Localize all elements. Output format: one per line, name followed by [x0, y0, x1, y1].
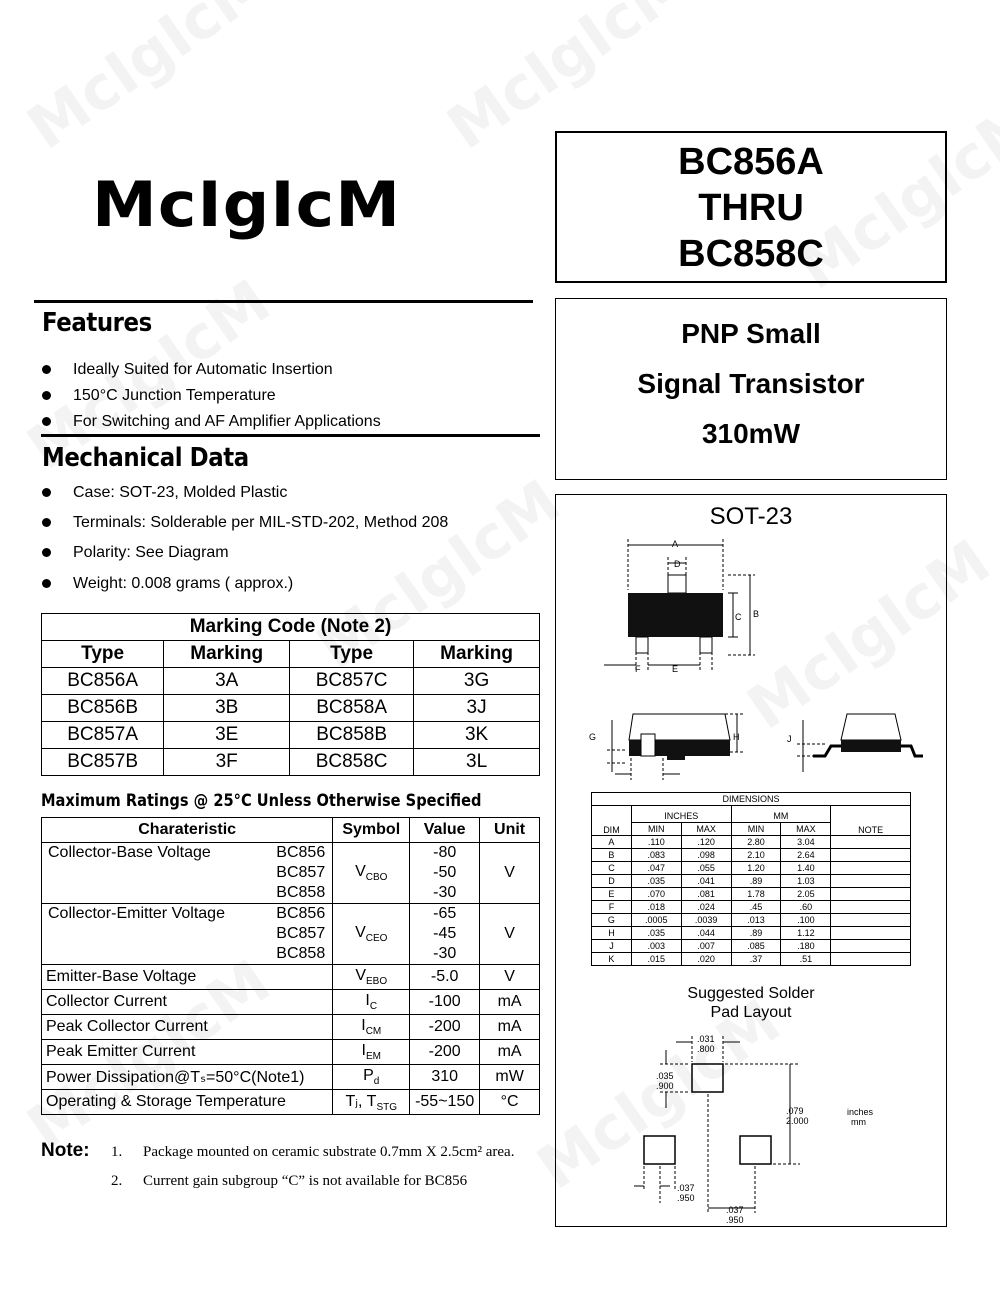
- pad-dim: .037: [726, 1205, 744, 1215]
- table-row: Power Dissipation@Tₛ=50°C(Note1) $P_d$ 310 mW: [42, 1065, 540, 1090]
- features-title: Features: [42, 308, 152, 338]
- table-row: F .018 .024 .45 .60: [592, 901, 911, 914]
- table-row: Operating & Storage Temperature Tⱼ, $T_{STG}$ -55~150 °C: [42, 1090, 540, 1115]
- dim-label-d: D: [674, 559, 681, 569]
- table-row: BC857A 3E BC858B 3K: [42, 722, 540, 749]
- part-line-2: THRU: [698, 187, 804, 229]
- mechanical-title: Mechanical Data: [42, 443, 249, 473]
- max-ratings-table: [41, 817, 540, 1115]
- dim-label-j: J: [787, 734, 792, 744]
- pad-dim: .037: [677, 1183, 695, 1193]
- notes-title: Note:: [41, 1140, 90, 1161]
- part-line-3: BC858C: [678, 233, 824, 275]
- table-row: Collector Current $I_C$ -100 mA: [42, 990, 540, 1015]
- table-header: Value: [410, 818, 480, 843]
- product-line-2: Signal Transistor: [637, 368, 865, 399]
- table-row: J .003 .007 .085 .180: [592, 940, 911, 953]
- pad-dim: .079: [786, 1106, 804, 1116]
- table-row: Emitter-Base Voltage $V_{EBO}$ -5.0 V: [42, 965, 540, 990]
- table-row: BC856B 3B BC858A 3J: [42, 695, 540, 722]
- table-row: BC856A 3A BC857C 3G: [42, 668, 540, 695]
- marking-caption: Marking Code (Note 2): [42, 614, 540, 641]
- pad-dim: .950: [677, 1193, 695, 1203]
- note-number: 1.: [111, 1144, 123, 1160]
- table-row: Collector-Base Voltage BC856 BC857 BC858 $V_{CBO}$ -80 -50 -30 V: [42, 843, 540, 904]
- pad-dim: .031: [697, 1034, 715, 1044]
- table-row: G .0005 .0039 .013 .100: [592, 914, 911, 927]
- dimensions-table: DIMENSIONS DIM NOTE INCHES MM MIN MAX MIN MAX A .110 .120 2.80 3.04 B .083 .098 2.10 2.64 C .047 .055 1.20 1.40 D .035 .041 .89 1.03 E .070 .081 1.78 2.05 F .018 .024 .45 .60 G .0005 .0039 .013 .100 H .035 .044 .89 1.12 J .003 .007 .085 .180 K .015 .020 .37 .51: [591, 792, 911, 966]
- dim-label-f: F: [635, 664, 641, 674]
- table-header: Symbol: [333, 818, 410, 843]
- note-text: Current gain subgroup “C” is not available for BC856: [143, 1173, 468, 1189]
- ratings-title: Maximum Ratings @ 25°C Unless Otherwise Specified: [41, 791, 482, 811]
- units-label: inches: [847, 1107, 874, 1117]
- mechanical-item: Weight: 0.008 grams ( approx.): [42, 576, 532, 592]
- dim-label-h: H: [733, 732, 740, 742]
- pad-dim: .035: [656, 1071, 674, 1081]
- mechanical-item: Terminals: Solderable per MIL-STD-202, Method 208: [42, 515, 532, 531]
- solder-layout-title: Suggested Solder Pad Layout: [687, 985, 815, 1021]
- table-header: Type: [42, 641, 164, 668]
- marking-code-table: [41, 613, 540, 776]
- feature-item: Ideally Suited for Automatic Insertion: [42, 362, 532, 378]
- product-line-3: 310mW: [701, 418, 801, 449]
- note-text: Package mounted on ceramic substrate 0.7mm X 2.5cm² area.: [143, 1144, 515, 1160]
- note-number: 2.: [111, 1173, 123, 1189]
- feature-item: For Switching and AF Amplifier Applications: [42, 414, 532, 430]
- table-row: B .083 .098 2.10 2.64: [592, 849, 911, 862]
- mechanical-item: Polarity: See Diagram: [42, 545, 532, 561]
- table-row: D .035 .041 .89 1.03: [592, 875, 911, 888]
- package-side-view: [585, 710, 925, 782]
- brand-logo: McIgIcM: [92, 168, 402, 241]
- dim-label-b: B: [753, 609, 760, 619]
- table-row: K .015 .020 .37 .51: [592, 953, 911, 966]
- table-row: E .070 .081 1.78 2.05: [592, 888, 911, 901]
- feature-item: 150°C Junction Temperature: [42, 388, 532, 404]
- package-top-view: [590, 535, 790, 680]
- dimensions-title: DIMENSIONS: [592, 793, 911, 806]
- pad-dim: 2.000: [786, 1116, 809, 1126]
- solder-pad-diagram: [600, 1028, 900, 1224]
- watermark: [15, 0, 283, 163]
- table-row: BC857B 3F BC858C 3L: [42, 749, 540, 776]
- dim-label-g: G: [589, 732, 597, 742]
- dim-label-c: C: [735, 612, 742, 622]
- table-row: Peak Collector Current $I_{CM}$ -200 mA: [42, 1015, 540, 1040]
- table-row: Collector-Emitter Voltage BC856 BC857 BC858 $V_{CEO}$ -65 -45 -30 V: [42, 904, 540, 965]
- table-row: Peak Emitter Current $I_{EM}$ -200 mA: [42, 1040, 540, 1065]
- part-number-box: [555, 131, 947, 283]
- table-row: C .047 .055 1.20 1.40: [592, 862, 911, 875]
- divider: [41, 434, 540, 437]
- package-name: SOT-23: [709, 503, 793, 530]
- pad-dim: .800: [697, 1044, 715, 1054]
- divider: [34, 300, 533, 303]
- pad-dim: .950: [726, 1215, 744, 1224]
- table-row: A .110 .120 2.80 3.04: [592, 836, 911, 849]
- units-label: mm: [851, 1117, 866, 1127]
- table-header: Type: [290, 641, 414, 668]
- table-header: Unit: [480, 818, 540, 843]
- pad-dim: .900: [656, 1081, 674, 1091]
- part-line-1: BC856A: [678, 141, 824, 183]
- table-row: H .035 .044 .89 1.12: [592, 927, 911, 940]
- table-header: Marking: [164, 641, 290, 668]
- table-header: Charateristic: [42, 818, 333, 843]
- product-line-1: PNP Small: [681, 318, 821, 349]
- mechanical-item: Case: SOT-23, Molded Plastic: [42, 485, 532, 501]
- product-description-box: [555, 298, 947, 480]
- dim-label-e: E: [672, 664, 679, 674]
- dim-label-a: A: [672, 539, 679, 549]
- table-header: Marking: [414, 641, 540, 668]
